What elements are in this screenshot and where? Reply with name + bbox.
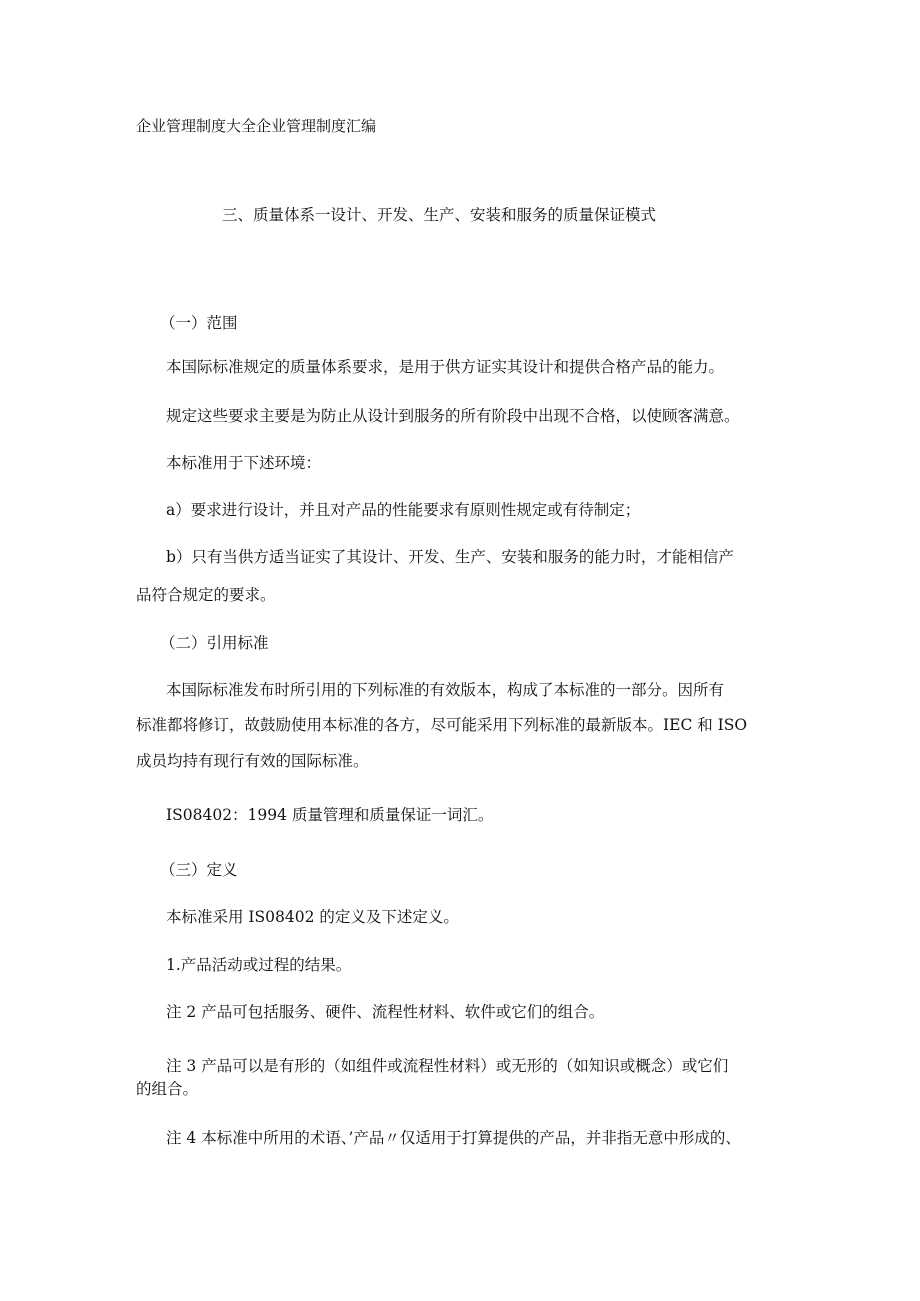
paragraph-continued: 成员均持有现行有效的国际标准。 bbox=[136, 752, 369, 770]
page-header: 企业管理制度大全企业管理制度汇编 bbox=[136, 117, 377, 135]
paragraph: 本标准用于下述环境： bbox=[166, 454, 322, 472]
section-heading-scope: （一）范围 bbox=[160, 314, 238, 332]
paragraph: 本国际标准规定的质量体系要求，是用于供方证实其设计和提供合格产品的能力。 bbox=[166, 358, 725, 376]
note-3: 注 3 产品可以是有形的（如组件或流程性材料）或无形的（如知识或概念）或它们 bbox=[166, 1057, 729, 1075]
paragraph: 本标准采用 IS08402 的定义及下述定义。 bbox=[166, 908, 459, 926]
list-item-b: b）只有当供方适当证实了其设计、开发、生产、安装和服务的能力时，才能相信产 bbox=[166, 548, 734, 566]
definition-item: 1.产品活动或过程的结果。 bbox=[166, 956, 352, 974]
note-2: 注 2 产品可包括服务、硬件、流程性材料、软件或它们的组合。 bbox=[166, 1003, 605, 1021]
note-3-continued: 的组合。 bbox=[136, 1080, 199, 1098]
paragraph: 规定这些要求主要是为防止从设计到服务的所有阶段中出现不合格，以使顾客满意。 bbox=[166, 407, 740, 425]
reference-item: IS08402：1994 质量管理和质量保证一词汇。 bbox=[166, 806, 494, 824]
list-item-a: a）要求进行设计，并且对产品的性能要求有原则性规定或有待制定； bbox=[166, 501, 641, 519]
document-title: 三、质量体系一设计、开发、生产、安装和服务的质量保证模式 bbox=[222, 206, 657, 224]
paragraph-continued: 标准都将修订，故鼓励使用本标准的各方，尽可能采用下列标准的最新版本。IEC 和 ISO bbox=[136, 716, 748, 734]
section-heading-normative-references: （二）引用标准 bbox=[160, 634, 269, 652]
list-item-b-continued: 品符合规定的要求。 bbox=[136, 586, 276, 604]
section-heading-definitions: （三）定义 bbox=[160, 861, 238, 879]
note-4: 注 4 本标准中所用的术语、’产品〃仅适用于打算提供的产品，并非指无意中形成的、 bbox=[166, 1129, 741, 1147]
paragraph: 本国际标准发布时所引用的下列标准的有效版本，构成了本标准的一部分。因所有 bbox=[166, 681, 725, 699]
